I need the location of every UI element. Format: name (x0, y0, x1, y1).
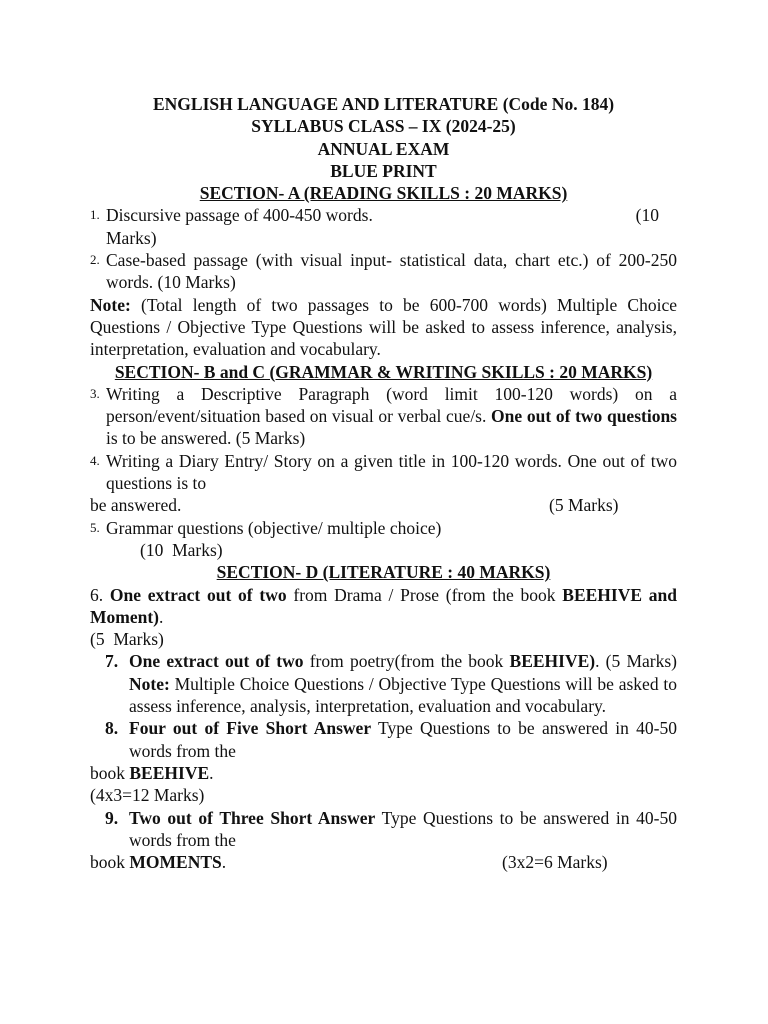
item-7-note-label: Note: (129, 673, 170, 694)
item-8-continuation (90, 762, 677, 784)
item-5-marks: (10 Marks) (140, 539, 223, 560)
list-item-1 (90, 204, 677, 249)
section-bc-heading: SECTION- B and C (GRAMMAR & WRITING SKILLS : 20 MARKS) (114, 361, 653, 382)
item-2-text: Case-based passage (with visual input- statistical data, chart etc.) of 200-250 words. (10 Marks) (106, 250, 677, 293)
item-7-note-text: Multiple Choice Questions / Objective Type Questions will be asked to assess inference, analysis, interpretation, evaluation and vocabulary. (129, 673, 677, 717)
item-1-marks-open: (10 (635, 205, 659, 226)
item-3-bold: One out of two questions (491, 406, 677, 427)
item-number: 7. (105, 651, 119, 672)
item-5-text: Grammar questions (objective/ multiple choice) (106, 517, 442, 538)
list-item-5 (90, 517, 677, 539)
document-title: ENGLISH LANGUAGE AND LITERATURE (Code No. 184) (152, 94, 615, 114)
item-3-text: Writing a Descriptive Paragraph (word limit 100-120 words) on a person/event/situation based on visual or verbal cue/s. (106, 383, 677, 427)
item-7-bold: One extract out of two (129, 651, 304, 672)
item-8-text: Type Questions to be answered in 40-50 words from the (129, 718, 677, 761)
item-number: 9. (105, 807, 119, 828)
list-item-9 (90, 807, 677, 852)
list-item-2 (90, 249, 677, 294)
item-number: 6. (90, 584, 104, 605)
item-8-marks: (4x3=12 Marks) (90, 785, 205, 806)
item-6-book: BEEHIVE and Moment) (90, 584, 678, 627)
item-6-end: . (159, 606, 164, 627)
item-4-continuation (90, 494, 677, 516)
item-7-book: BEEHIVE) (509, 651, 596, 672)
blueprint-line: BLUE PRINT (330, 160, 437, 181)
list-item-4 (90, 450, 677, 495)
item-7-marks: . (5 Marks) (595, 651, 686, 672)
note-label: Note: (90, 294, 131, 315)
item-9-bold: Two out of Three Short Answer (129, 807, 376, 828)
item-8-end: . (209, 762, 214, 783)
section-d-heading: SECTION- D (LITERATURE : 40 MARKS) (216, 562, 551, 583)
item-8-cont-text: book (90, 762, 130, 783)
item-3-tail: is to be answered. (5 Marks) (106, 428, 306, 449)
list-item-8 (90, 717, 677, 762)
item-6-marks: (5 Marks) (90, 629, 164, 650)
item-number: 8. (105, 718, 119, 739)
item-1-row (106, 204, 677, 226)
item-7-text: from poetry(from the book (303, 651, 510, 672)
item-number: 5. (90, 519, 100, 535)
item-number: 3. (90, 385, 100, 401)
list-item-3 (90, 383, 677, 450)
item-4-text: Writing a Diary Entry/ Story on a given title in 100-120 words. One out of two questions is to (106, 450, 677, 494)
item-8-book: BEEHIVE (129, 762, 210, 783)
item-number: 1. (90, 207, 100, 223)
item-number: 4. (90, 452, 100, 468)
item-9-continuation (90, 851, 677, 873)
item-4-marks: (5 Marks) (549, 495, 619, 516)
list-item-7 (90, 650, 686, 717)
item-6-bold: One extract out of two (109, 584, 287, 605)
note-text: (Total length of two passages to be 600-700 words) Multiple Choice Questions / Objective Type Questions will be asked to assess inference, analysis, interpretation, evaluation and vocabulary. (90, 294, 677, 360)
item-number: 2. (90, 252, 100, 268)
item-9-marks: (3x2=6 Marks) (502, 852, 608, 873)
item-8-bold: Four out of Five Short Answer (129, 718, 372, 739)
exam-line: ANNUAL EXAM (317, 138, 450, 159)
item-4-cont-text: be answered. (90, 495, 182, 516)
list-item-6 (90, 584, 677, 629)
section-a-heading: SECTION- A (READING SKILLS : 20 MARKS) (199, 183, 568, 204)
item-9-text: Type Questions to be answered in 40-50 words from the (129, 807, 677, 850)
item-9-book: MOMENTS (129, 852, 222, 873)
item-1-text: Discursive passage of 400-450 words. (106, 205, 373, 226)
item-1-marks-close: Marks) (106, 227, 157, 248)
document-page (90, 93, 686, 873)
section-a-note (90, 294, 677, 361)
item-6-text: from Drama / Prose (from the book (286, 584, 563, 605)
item-9-cont-text: book (90, 852, 130, 873)
syllabus-line: SYLLABUS CLASS – IX (2024-25) (251, 116, 516, 137)
item-9-end: . (221, 852, 227, 873)
